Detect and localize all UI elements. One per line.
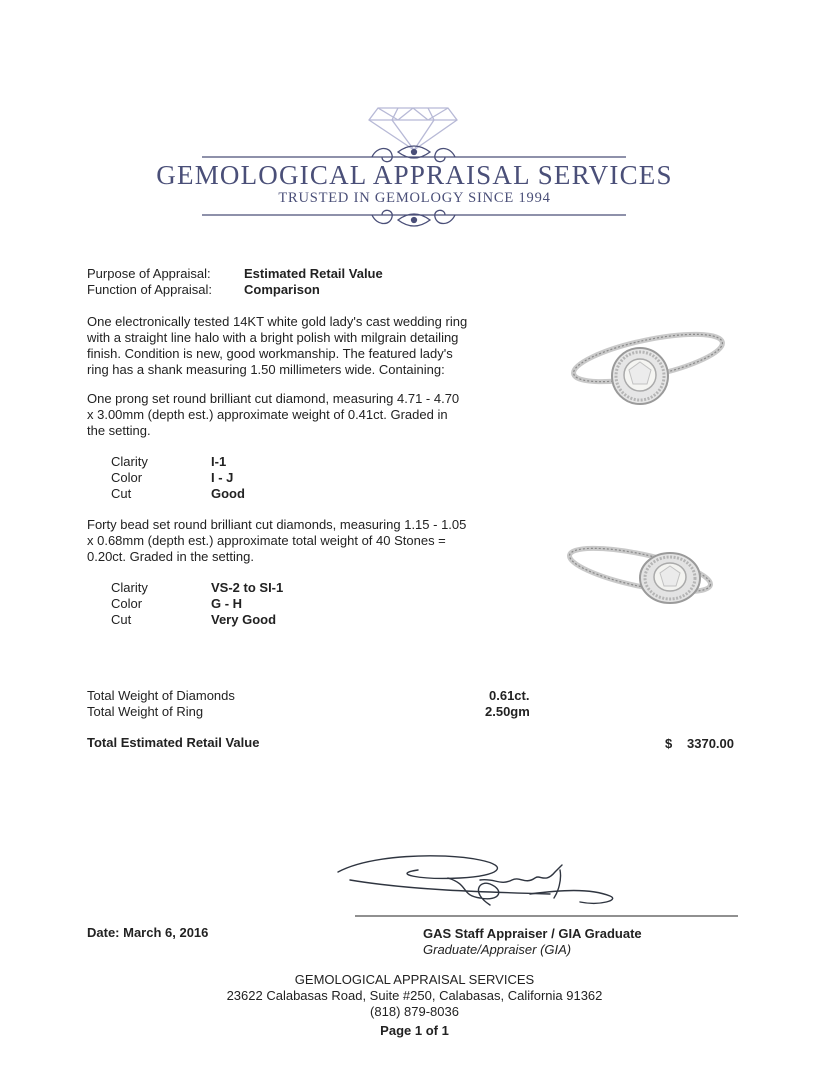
center-color-value: I - J bbox=[211, 470, 234, 485]
accent-stones-line: Forty bead set round brilliant cut diamonds, measuring 1.15 - 1.05 bbox=[87, 517, 467, 532]
appraiser-title: GAS Staff Appraiser / GIA Graduate bbox=[423, 926, 642, 941]
accent-cut-value: Very Good bbox=[211, 612, 277, 627]
ring-description-line: with a straight line halo with a bright polish with milgrain detailing bbox=[87, 330, 459, 345]
total-diamond-weight-label: Total Weight of Diamonds bbox=[87, 688, 235, 703]
footer-company: GEMOLOGICAL APPRAISAL SERVICES bbox=[294, 972, 535, 987]
purpose-value: Estimated Retail Value bbox=[244, 266, 383, 281]
total-diamond-weight-value: 0.61ct. bbox=[489, 688, 530, 703]
accent-clarity-value: VS-2 to SI-1 bbox=[211, 580, 284, 595]
function-label: Function of Appraisal: bbox=[87, 282, 213, 297]
center-cut-value: Good bbox=[211, 486, 245, 501]
total-ring-weight-value: 2.50gm bbox=[485, 704, 530, 719]
purpose-label: Purpose of Appraisal: bbox=[87, 266, 211, 281]
appraiser-signature bbox=[330, 850, 740, 925]
accent-stones-line: x 0.68mm (depth est.) approximate total weight of 40 Stones = bbox=[87, 533, 446, 548]
accent-cut-label: Cut bbox=[111, 612, 132, 627]
appraiser-credential: Graduate/Appraiser (GIA) bbox=[423, 942, 572, 957]
center-cut-label: Cut bbox=[111, 486, 132, 501]
center-stone-line: x 3.00mm (depth est.) approximate weight of 0.41ct. Graded in bbox=[87, 407, 448, 422]
accent-color-value: G - H bbox=[211, 596, 243, 611]
accent-stones-line: 0.20ct. Graded in the setting. bbox=[87, 549, 254, 564]
ring-photo-angled bbox=[560, 530, 735, 630]
center-stone-description bbox=[87, 391, 497, 439]
retail-value-label: Total Estimated Retail Value bbox=[87, 735, 260, 750]
diamond-icon bbox=[369, 108, 457, 150]
bottom-ornament-rule bbox=[202, 210, 626, 226]
accent-stones-description bbox=[87, 517, 497, 565]
total-ring-weight-label: Total Weight of Ring bbox=[87, 704, 204, 719]
company-tagline: TRUSTED IN GEMOLOGY SINCE 1994 bbox=[278, 190, 551, 206]
center-stone-line: the setting. bbox=[87, 423, 151, 438]
accent-color-label: Color bbox=[111, 596, 143, 611]
appraisal-date: Date: March 6, 2016 bbox=[87, 925, 209, 940]
ring-description bbox=[87, 314, 497, 378]
footer-phone: (818) 879-8036 bbox=[370, 1004, 459, 1019]
center-color-label: Color bbox=[111, 470, 143, 485]
function-value: Comparison bbox=[244, 282, 320, 297]
retail-value-amount: 3370.00 bbox=[687, 736, 734, 751]
ring-description-line: finish. Condition is new, good workmanship. The featured lady's bbox=[87, 346, 453, 361]
ring-description-line: ring has a shank measuring 1.50 millimeters wide. Containing: bbox=[87, 362, 445, 377]
footer-address: 23622 Calabasas Road, Suite #250, Calabasas, California 91362 bbox=[226, 988, 603, 1003]
ring-description-line: One electronically tested 14KT white gold lady's cast wedding ring bbox=[87, 314, 468, 329]
company-name: GEMOLOGICAL APPRAISAL SERVICES bbox=[156, 160, 673, 190]
center-clarity-label: Clarity bbox=[111, 454, 148, 469]
ring-photo-front bbox=[560, 318, 735, 418]
accent-clarity-label: Clarity bbox=[111, 580, 148, 595]
currency-symbol: $ bbox=[665, 736, 673, 751]
center-clarity-value: I-1 bbox=[211, 454, 227, 469]
page-number: Page 1 of 1 bbox=[380, 1023, 449, 1038]
center-stone-line: One prong set round brilliant cut diamond, measuring 4.71 - 4.70 bbox=[87, 391, 460, 406]
